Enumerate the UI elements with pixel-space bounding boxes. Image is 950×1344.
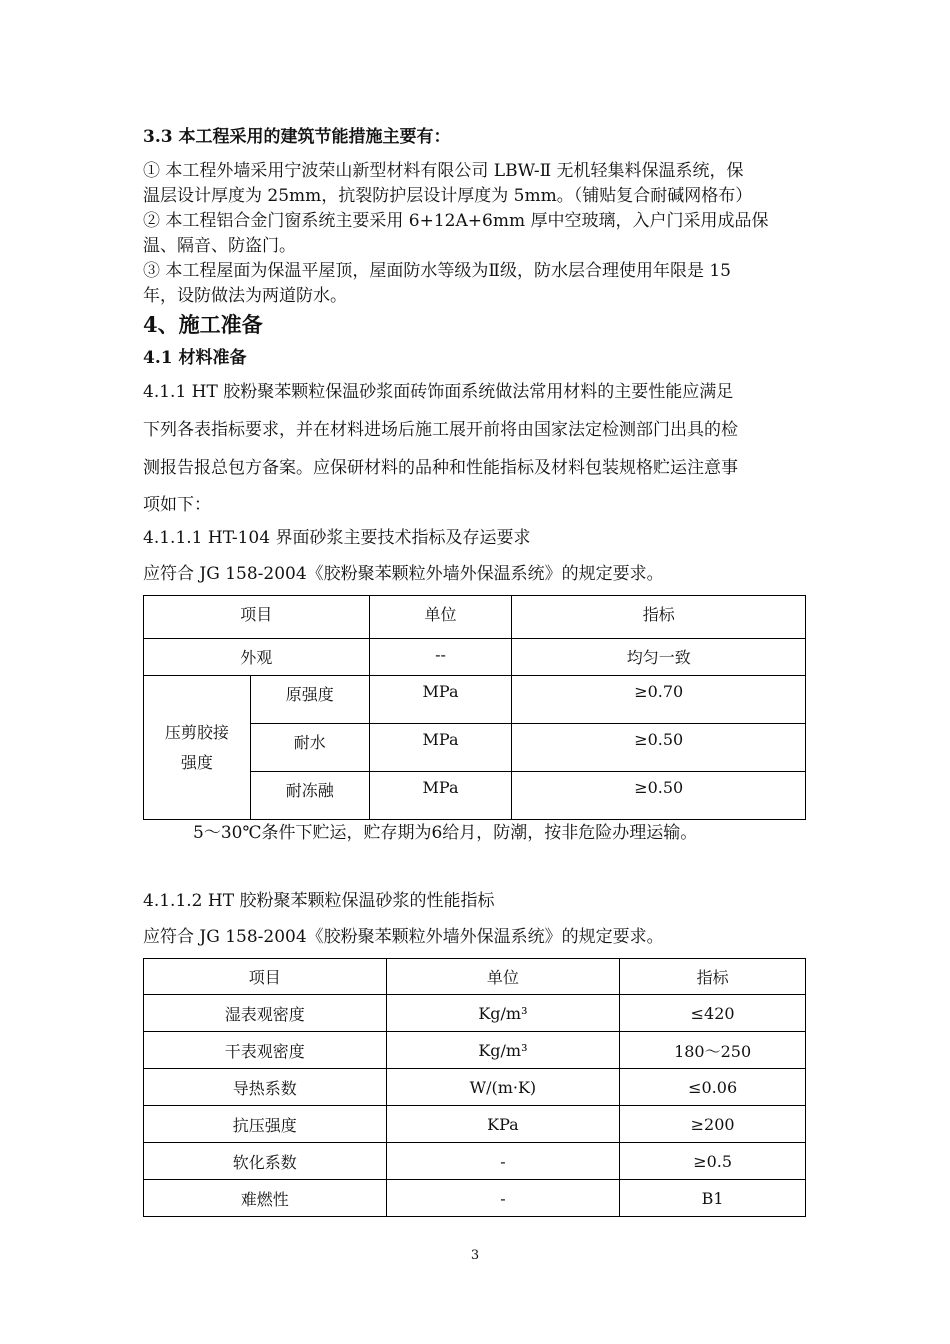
table-cell: B1 — [620, 1180, 806, 1217]
table-header-cell: 单位 — [386, 959, 620, 995]
paragraph-line: 4.1.1 HT 胶粉聚苯颗粒保温砂浆面砖饰面系统做法常用材料的主要性能应满足 — [143, 382, 734, 402]
paragraph-line: ② 本工程铝合金门窗系统主要采用 6+12A+6mm 厚中空玻璃，入户门采用成品保 — [143, 211, 769, 231]
material-spec-table-2 — [143, 958, 806, 1217]
table-row — [144, 1069, 806, 1106]
table-cell: 180～250 — [620, 1032, 806, 1069]
group-label-cell — [144, 676, 251, 820]
paragraph-line: 项如下： — [143, 495, 211, 515]
table-cell: 抗压强度 — [144, 1106, 387, 1143]
table-row — [144, 1143, 806, 1180]
table-header-cell: 项目 — [144, 596, 370, 639]
table-cell: ≥0.50 — [512, 724, 806, 772]
table1-standard: 应符合 JG 158-2004《胶粉聚苯颗粒外墙外保温系统》的规定要求。 — [143, 564, 664, 584]
table-cell: -- — [369, 639, 512, 676]
table-row — [144, 1106, 806, 1143]
table-row — [144, 676, 806, 724]
table-header-row — [144, 596, 806, 639]
table-cell: 外观 — [144, 639, 370, 676]
paragraph-line: 年，设防做法为两道防水。 — [143, 286, 347, 306]
group-label-line: 压剪胶接 — [164, 722, 229, 742]
paragraph-line: 测报告报总包方备案。应保研材料的品种和性能指标及材料包装规格贮运注意事 — [143, 458, 738, 478]
table-header-cell: 指标 — [512, 596, 806, 639]
table-cell: 难燃性 — [144, 1180, 387, 1217]
paragraph-line: ① 本工程外墙采用宁波荣山新型材料有限公司 LBW-Ⅱ 无机轻集料保温系统，保 — [143, 161, 744, 181]
page-number: 3 — [470, 1248, 480, 1263]
table-cell: 软化系数 — [144, 1143, 387, 1180]
table-cell: 干表观密度 — [144, 1032, 387, 1069]
section-4-heading: 4、施工准备 — [143, 312, 263, 337]
paragraph-line: 温层设计厚度为 25mm，抗裂防护层设计厚度为 5mm。（铺贴复合耐碱网格布） — [143, 186, 753, 206]
table-cell: ≥0.5 — [620, 1143, 806, 1180]
table-cell: MPa — [369, 724, 512, 772]
table-cell: 均匀一致 — [512, 639, 806, 676]
table-row — [144, 1032, 806, 1069]
group-label-line: 强度 — [180, 752, 213, 772]
table-cell: 导热系数 — [144, 1069, 387, 1106]
table-cell: 耐水 — [250, 724, 369, 772]
table-cell: - — [386, 1180, 620, 1217]
table-cell: 原强度 — [250, 676, 369, 724]
table-header-cell: 指标 — [620, 959, 806, 995]
section-3-3-heading: 3.3 本工程采用的建筑节能措施主要有： — [143, 127, 451, 147]
table-row — [144, 995, 806, 1032]
table-cell: ≤420 — [620, 995, 806, 1032]
table-cell: ≥0.70 — [512, 676, 806, 724]
table-cell: W/(m·K) — [386, 1069, 620, 1106]
table-cell: Kg/m³ — [386, 1032, 620, 1069]
paragraph-line: 温、隔音、防盗门。 — [143, 236, 296, 256]
table-cell: MPa — [369, 772, 512, 820]
table-header-cell: 单位 — [369, 596, 512, 639]
table-header-row — [144, 959, 806, 995]
table-cell: ≤0.06 — [620, 1069, 806, 1106]
table-cell: KPa — [386, 1106, 620, 1143]
paragraph-line: ③ 本工程屋面为保温平屋顶，屋面防水等级为Ⅱ级，防水层合理使用年限是 15 — [143, 261, 731, 281]
table-cell: - — [386, 1143, 620, 1180]
table-row — [144, 639, 806, 676]
table-cell: ≥200 — [620, 1106, 806, 1143]
table-cell: 湿表观密度 — [144, 995, 387, 1032]
table2-caption: 4.1.1.2 HT 胶粉聚苯颗粒保温砂浆的性能指标 — [143, 891, 495, 911]
material-spec-table-1 — [143, 595, 806, 820]
table-row — [144, 1180, 806, 1217]
paragraph-line: 下列各表指标要求，并在材料进场后施工展开前将由国家法定检测部门出具的检 — [143, 420, 738, 440]
table-header-cell: 项目 — [144, 959, 387, 995]
table-cell: Kg/m³ — [386, 995, 620, 1032]
storage-note: 5～30℃条件下贮运，贮存期为6给月，防潮，按非危险办理运输。 — [193, 823, 698, 843]
table1-caption: 4.1.1.1 HT-104 界面砂浆主要技术指标及存运要求 — [143, 528, 531, 548]
table-cell: ≥0.50 — [512, 772, 806, 820]
table2-standard: 应符合 JG 158-2004《胶粉聚苯颗粒外墙外保温系统》的规定要求。 — [143, 927, 664, 947]
section-4-1-heading: 4.1 材料准备 — [143, 348, 247, 368]
table-cell: 耐冻融 — [250, 772, 369, 820]
table-cell: MPa — [369, 676, 512, 724]
